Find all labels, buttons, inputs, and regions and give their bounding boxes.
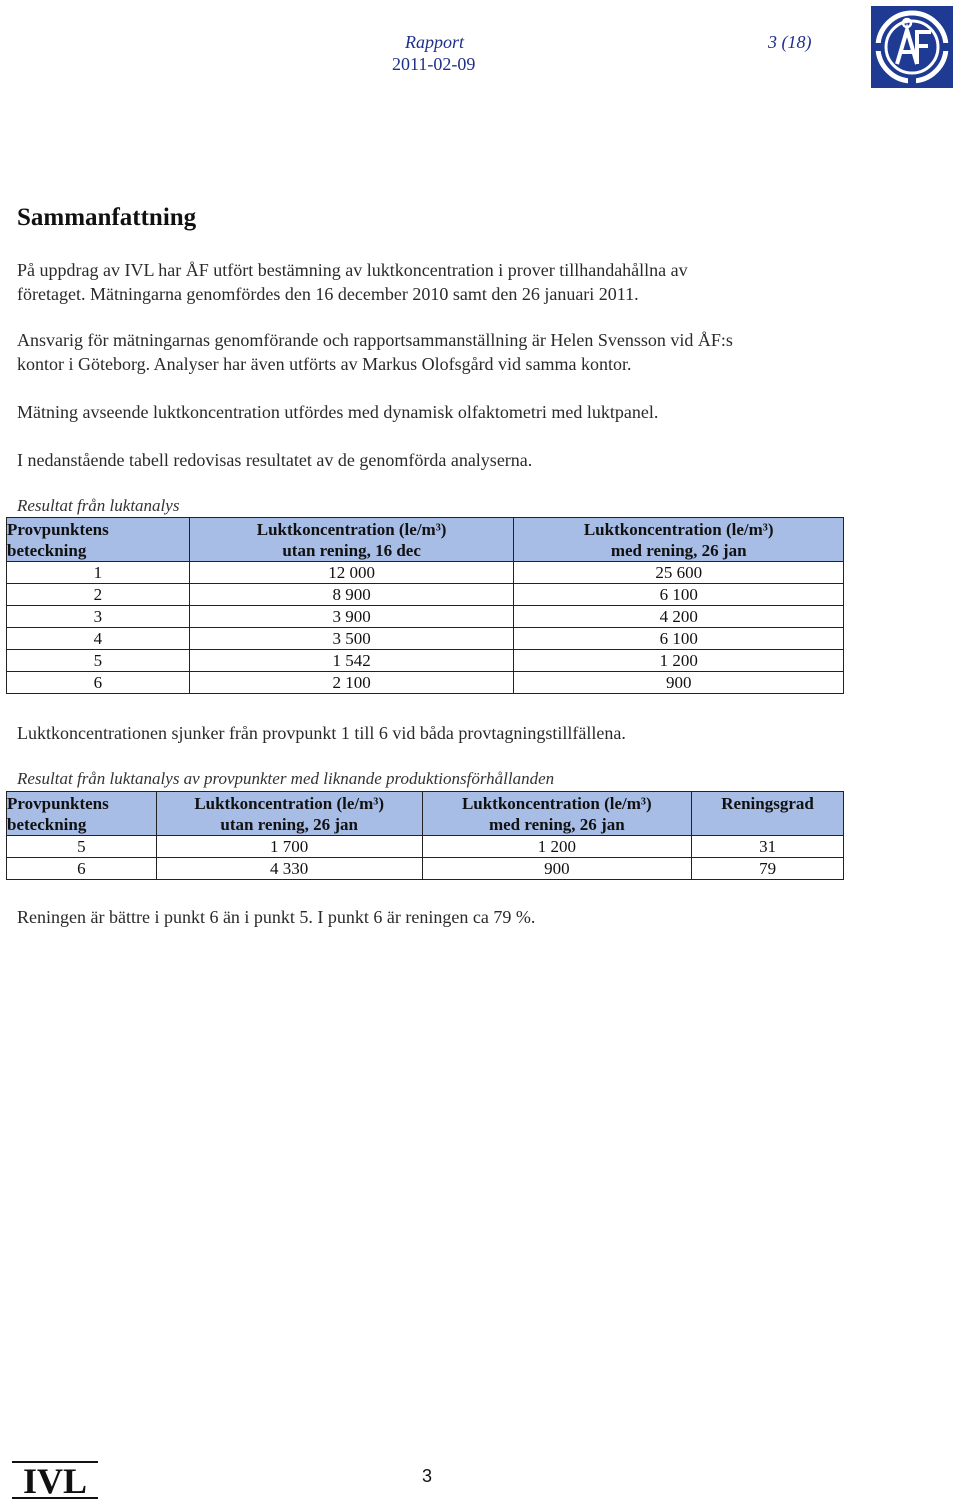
header-line: Provpunktens	[7, 520, 109, 539]
paragraph-line: På uppdrag av IVL har ÅF utfört bestämning av luktkoncentration i prover tillhandahållna av	[17, 260, 688, 280]
table-header-row	[7, 518, 844, 562]
paragraph-assignment	[17, 258, 917, 306]
header-line: Luktkoncentration (le/m³)	[194, 794, 385, 813]
column-header-efficiency	[692, 792, 844, 836]
cell-value: 900	[422, 858, 692, 880]
results-table	[6, 517, 844, 694]
af-logo-icon	[871, 6, 953, 88]
table-row	[7, 628, 844, 650]
comparison-table	[6, 791, 844, 880]
section-heading: Sammanfattning	[17, 204, 197, 231]
header-line: med rening, 26 jan	[610, 541, 747, 560]
ivl-logo-icon	[12, 1460, 98, 1500]
cell-value: 6 100	[514, 628, 844, 650]
header-line: Reningsgrad	[721, 794, 814, 813]
table-row	[7, 650, 844, 672]
cell-point: 6	[7, 858, 157, 880]
cell-point: 4	[7, 628, 190, 650]
header-line: med rening, 26 jan	[488, 815, 625, 834]
paragraph-table-intro: I nedanstående tabell redovisas resultatet av de genomförda analyserna.	[17, 450, 533, 470]
paragraph-line: kontor i Göteborg. Analyser har även utförts av Markus Olofsgård vid samma kontor.	[17, 354, 632, 374]
paragraph-observation: Luktkoncentrationen sjunker från provpunkt 1 till 6 vid båda provtagningstillfällena.	[17, 723, 626, 743]
cell-point: 5	[7, 836, 157, 858]
table1-caption: Resultat från luktanalys	[17, 496, 180, 515]
cell-value: 1 200	[514, 650, 844, 672]
cell-value: 3 900	[189, 606, 514, 628]
cell-value: 4 330	[156, 858, 422, 880]
column-header-with-treatment	[422, 792, 692, 836]
cell-value: 8 900	[189, 584, 514, 606]
column-header-with-treatment	[514, 518, 844, 562]
cell-point: 3	[7, 606, 190, 628]
cell-value: 1 700	[156, 836, 422, 858]
paragraph-line: Ansvarig för mätningarnas genomförande och rapportsammanställning är Helen Svensson vid ÅF:s	[17, 330, 733, 350]
table2-caption: Resultat från luktanalys av provpunkter med liknande produktionsförhållanden	[17, 769, 555, 788]
table-row	[7, 858, 844, 880]
cell-point: 6	[7, 672, 190, 694]
column-header-point	[7, 792, 157, 836]
paragraph-conclusion: Reningen är bättre i punkt 6 än i punkt 5. I punkt 6 är reningen ca 79 %.	[17, 907, 536, 927]
header-line: Luktkoncentration (le/m³)	[583, 520, 774, 539]
header-line: Luktkoncentration (le/m³)	[461, 794, 652, 813]
header-line: Provpunktens	[7, 794, 109, 813]
cell-point: 1	[7, 562, 190, 584]
header-line: utan rening, 26 jan	[220, 815, 358, 834]
cell-value: 1 200	[422, 836, 692, 858]
ivl-logo-text: IVL	[22, 1461, 88, 1500]
header-line: beteckning	[7, 541, 87, 560]
cell-value: 6 100	[514, 584, 844, 606]
paragraph-line: företaget. Mätningarna genomfördes den 16 december 2010 samt den 26 januari 2011.	[17, 284, 639, 304]
header-line: Luktkoncentration (le/m³)	[256, 520, 447, 539]
cell-value: 31	[692, 836, 844, 858]
column-header-point	[7, 518, 190, 562]
cell-value: 2 100	[189, 672, 514, 694]
paragraph-method: Mätning avseende luktkoncentration utfördes med dynamisk olfaktometri med luktpanel.	[17, 402, 659, 422]
report-label: Rapport	[405, 32, 465, 52]
cell-point: 2	[7, 584, 190, 606]
table-row	[7, 606, 844, 628]
cell-point: 5	[7, 650, 190, 672]
header-line: utan rening, 16 dec	[282, 541, 421, 560]
cell-value: 79	[692, 858, 844, 880]
header-line: beteckning	[7, 815, 87, 834]
table-row	[7, 836, 844, 858]
page-indicator: 3 (18)	[768, 32, 812, 52]
paragraph-responsible	[17, 328, 917, 376]
cell-value: 12 000	[189, 562, 514, 584]
footer-page-number: 3	[422, 1466, 433, 1486]
column-header-without-treatment	[156, 792, 422, 836]
table-row	[7, 584, 844, 606]
table-row	[7, 672, 844, 694]
cell-value: 1 542	[189, 650, 514, 672]
cell-value: 3 500	[189, 628, 514, 650]
cell-value: 4 200	[514, 606, 844, 628]
table-row	[7, 562, 844, 584]
report-date: 2011-02-09	[392, 54, 476, 74]
column-header-without-treatment	[189, 518, 514, 562]
cell-value: 900	[514, 672, 844, 694]
table-header-row	[7, 792, 844, 836]
cell-value: 25 600	[514, 562, 844, 584]
